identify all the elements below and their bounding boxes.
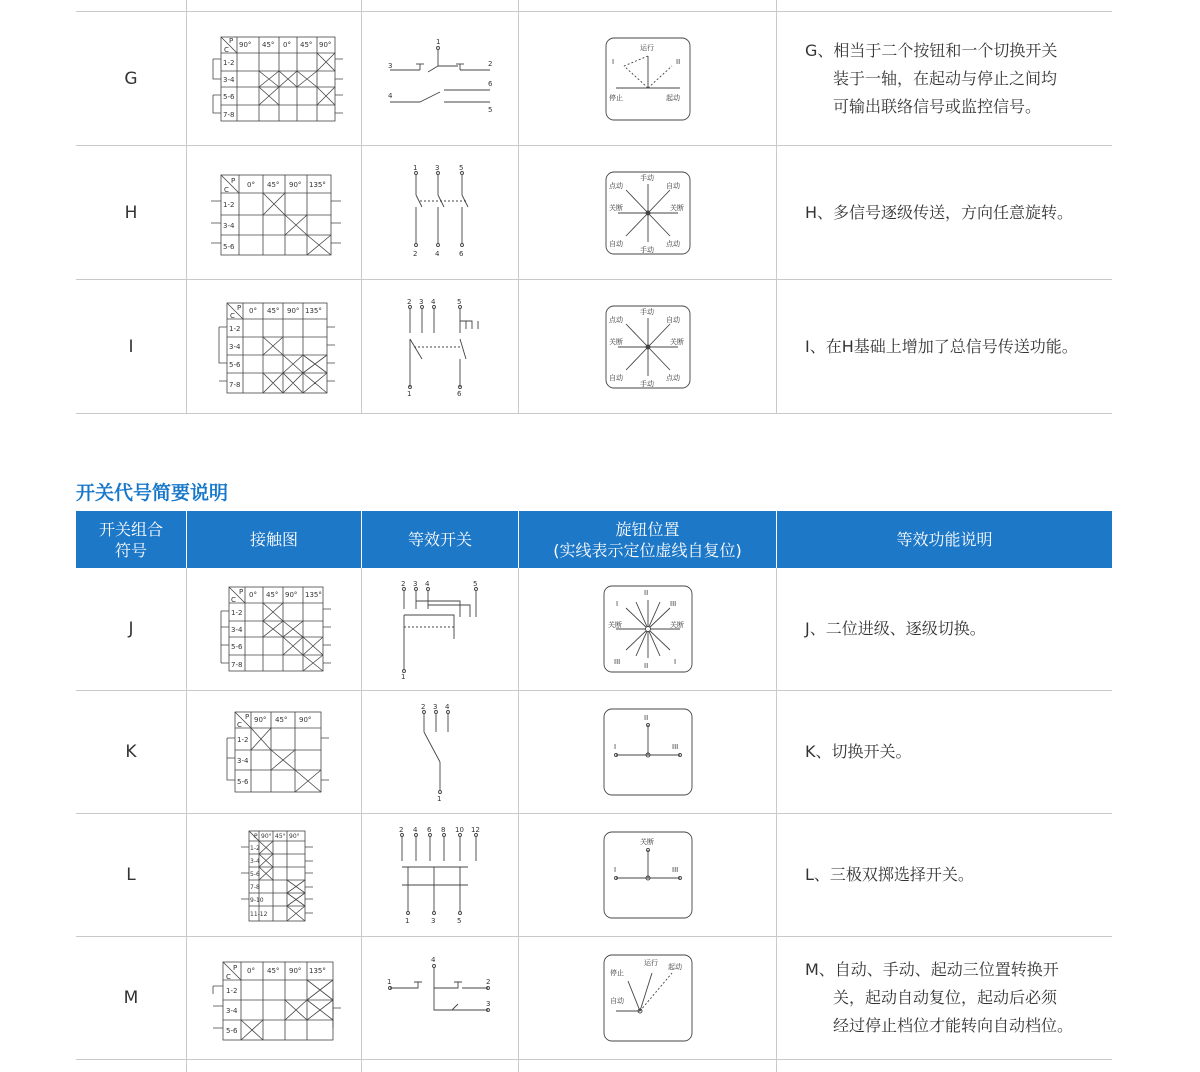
knob-position-cell	[519, 814, 777, 936]
equivalent-switch-j	[380, 579, 500, 679]
angle-label: 90°	[285, 591, 298, 599]
c-label: C	[237, 721, 242, 729]
terminal-label: 4	[413, 826, 418, 834]
terminal-label: 1	[405, 917, 410, 925]
terminal-label: 4	[388, 91, 393, 100]
function-description	[805, 37, 1057, 121]
symbol-cell	[76, 814, 187, 936]
knob-position-cell	[519, 280, 777, 413]
knob-label-jog: 点动	[608, 181, 623, 190]
knob-label-II: II	[643, 589, 648, 597]
row-label: 7-8	[250, 884, 260, 891]
terminal-label: 6	[488, 79, 493, 88]
row-label: 3-4	[223, 221, 235, 230]
terminal-label: 1	[436, 37, 441, 46]
angle-label: 45°	[266, 591, 279, 599]
knob-label-auto: 自动	[665, 181, 680, 190]
knob-diagram-i	[598, 302, 698, 392]
knob-label-stop: 停止	[608, 93, 623, 102]
contact-diagram-cell	[187, 280, 362, 413]
terminal-label: 2	[486, 978, 491, 986]
header-text: (实线表示定位虚线自复位)	[553, 540, 742, 560]
knob-label-off: 关断	[608, 203, 623, 212]
terminal-label: 3	[388, 61, 393, 70]
p-label: P	[233, 964, 238, 972]
angle-label: 90°	[289, 833, 300, 840]
angle-label: 90°	[289, 180, 302, 189]
angle-label: 90°	[289, 967, 302, 975]
terminal-label: 2	[399, 826, 404, 834]
knob-diagram-m	[598, 951, 698, 1045]
angle-label: 45°	[275, 716, 288, 724]
cell	[777, 0, 1112, 11]
knob-position-cell	[519, 12, 777, 145]
terminal-label: 1	[437, 795, 442, 802]
header-knob-position	[519, 511, 777, 568]
terminal-label: 4	[435, 249, 440, 258]
cell	[519, 1060, 777, 1072]
table-row-bottom-edge	[76, 1060, 1112, 1072]
p-label: P	[229, 36, 234, 45]
angle-label: 135°	[309, 967, 326, 975]
header-contact-diagram: 接触图	[187, 511, 362, 568]
row-label: 3-4	[231, 626, 243, 634]
terminal-label: 3	[419, 297, 424, 306]
angle-label: 135°	[309, 180, 326, 189]
knob-label-I: I	[613, 743, 616, 751]
symbol-label: M	[123, 988, 139, 1008]
knob-label-stop: 停止	[609, 969, 624, 977]
function-description-cell	[777, 280, 1112, 413]
p-label: P	[237, 303, 242, 312]
symbol-cell	[76, 691, 187, 813]
terminal-label: 6	[457, 389, 462, 397]
row-label: 1-2	[223, 58, 235, 67]
knob-label-run: 运行	[643, 959, 658, 967]
terminal-label: 2	[401, 580, 406, 588]
row-label: 5-6	[223, 92, 235, 101]
knob-diagram-j	[598, 582, 698, 676]
function-description-cell	[777, 691, 1112, 813]
header-symbol	[76, 511, 187, 568]
terminal-label: 1	[407, 389, 412, 397]
lower-table	[76, 568, 1112, 1072]
contact-diagram-k	[199, 702, 349, 802]
row-label: 1-2	[250, 845, 260, 852]
symbol-cell	[76, 568, 187, 690]
terminal-label: 3	[433, 703, 438, 711]
contact-diagram-l	[199, 825, 349, 925]
knob-label-III: III	[671, 743, 678, 751]
desc-line: G、相当于二个按钮和一个切换开关	[805, 40, 1058, 60]
table-row-m	[76, 937, 1112, 1060]
symbol-cell	[76, 280, 187, 413]
terminal-label: 12	[471, 826, 480, 834]
function-description: J、二位进级、逐级切换。	[805, 619, 986, 638]
angle-label: 90°	[319, 40, 332, 49]
row-label: 3-4	[250, 858, 260, 865]
table-row-k	[76, 691, 1112, 814]
angle-label: 90°	[239, 40, 252, 49]
knob-label-I: I	[615, 600, 618, 608]
terminal-label: 6	[427, 826, 432, 834]
function-description-cell	[777, 937, 1112, 1059]
knob-label-start: 起动	[667, 963, 682, 971]
knob-label-off: 关断	[639, 838, 654, 846]
function-description	[805, 956, 1073, 1040]
angle-label: 135°	[305, 591, 322, 599]
contact-diagram-m	[199, 948, 349, 1048]
knob-label-manual: 手动	[639, 173, 654, 182]
terminal-label: 3	[486, 1000, 491, 1008]
desc-line: 经过停止档位才能转向自动档位。	[833, 1016, 1074, 1035]
terminal-label: 4	[425, 580, 430, 588]
c-label: C	[224, 45, 229, 54]
knob-diagram-g	[598, 34, 698, 124]
upper-table	[76, 0, 1112, 414]
angle-label: 45°	[262, 40, 275, 49]
knob-position-cell	[519, 146, 777, 279]
symbol-label: K	[125, 742, 137, 762]
knob-label-I: I	[613, 866, 616, 874]
table-row-top-edge	[76, 0, 1112, 12]
row-label: 3-4	[226, 1007, 238, 1015]
terminal-label: 5	[457, 917, 462, 925]
terminal-label: 5	[488, 105, 493, 114]
contact-diagram-j	[199, 579, 349, 679]
angle-label: 0°	[247, 180, 255, 189]
equivalent-switch-cell	[362, 146, 519, 279]
terminal-label: 6	[459, 249, 464, 258]
knob-label-II: II	[643, 714, 648, 722]
knob-label-II: II	[643, 662, 648, 670]
header-text: 符号	[114, 540, 147, 560]
desc-line: 可输出联络信号或监控信号。	[833, 96, 1042, 116]
cell	[187, 1060, 362, 1072]
knob-label-manual: 手动	[639, 245, 654, 254]
knob-diagram-h	[598, 168, 698, 258]
terminal-label: 1	[413, 163, 418, 172]
terminal-label: 2	[407, 297, 412, 306]
knob-label-off: 关断	[669, 203, 684, 212]
equivalent-switch-k	[380, 702, 500, 802]
knob-label-auto: 自动	[609, 997, 624, 1005]
row-label: 3-4	[237, 757, 249, 765]
symbol-label: H	[124, 202, 138, 223]
p-label: P	[231, 176, 236, 185]
knob-label-auto: 自动	[608, 373, 623, 382]
row-label: 5-6	[250, 871, 260, 878]
cell	[362, 1060, 519, 1072]
terminal-label: 2	[413, 249, 418, 258]
equivalent-switch-i	[380, 297, 500, 397]
symbol-label: I	[128, 336, 134, 357]
desc-line: 关，起动自动复位，起动后必须	[833, 988, 1058, 1007]
contact-diagram-cell	[187, 146, 362, 279]
symbol-cell	[76, 937, 187, 1059]
desc-line: M、自动、手动、起动三位置转换开	[805, 960, 1059, 979]
knob-label-manual: 手动	[639, 307, 654, 316]
function-description-cell	[777, 814, 1112, 936]
terminal-label: 4	[431, 956, 436, 964]
angle-label: 135°	[305, 306, 322, 315]
angle-label: 0°	[247, 967, 255, 975]
p-label: P	[239, 588, 244, 596]
c-label: C	[231, 596, 236, 604]
terminal-label: 5	[473, 580, 478, 588]
header-function-description: 等效功能说明	[896, 530, 993, 549]
terminal-label: 3	[431, 917, 436, 925]
knob-label-off: 关断	[607, 621, 622, 629]
c-label: C	[230, 311, 235, 320]
contact-diagram-i	[199, 297, 349, 397]
header-equivalent-switch: 等效开关	[362, 511, 519, 568]
knob-label-I: I	[611, 57, 614, 66]
equivalent-switch-g	[380, 34, 500, 124]
row-label: 3-4	[223, 75, 235, 84]
knob-label-III: III	[671, 866, 678, 874]
equivalent-switch-cell	[362, 814, 519, 936]
symbol-label: L	[126, 865, 136, 885]
table-header	[76, 511, 1112, 568]
cell	[187, 0, 362, 11]
knob-position-cell	[519, 568, 777, 690]
row-label: 11-12	[250, 911, 268, 918]
angle-label: 45°	[267, 180, 280, 189]
terminal-label: 1	[401, 673, 406, 679]
angle-label: 45°	[275, 833, 286, 840]
terminal-label: 8	[441, 826, 446, 834]
knob-position-cell	[519, 937, 777, 1059]
terminal-label: 2	[488, 59, 493, 68]
table-row-l	[76, 814, 1112, 937]
contact-diagram-cell	[187, 691, 362, 813]
terminal-label: 4	[445, 703, 450, 711]
contact-diagram-cell	[187, 937, 362, 1059]
symbol-label: G	[124, 68, 138, 89]
angle-label: 45°	[267, 306, 280, 315]
angle-label: 45°	[267, 967, 280, 975]
table-row-g	[76, 12, 1112, 146]
symbol-cell	[76, 146, 187, 279]
knob-position-cell	[519, 691, 777, 813]
row-label: 7-8	[229, 380, 241, 389]
row-label: 1-2	[229, 324, 241, 333]
row-label: 5-6	[226, 1027, 238, 1035]
equivalent-switch-cell	[362, 568, 519, 690]
function-description-cell	[777, 568, 1112, 690]
knob-label-manual: 手动	[639, 379, 654, 388]
equivalent-switch-cell	[362, 12, 519, 145]
equivalent-switch-cell	[362, 280, 519, 413]
terminal-label: 5	[459, 163, 464, 172]
knob-label-jog: 点动	[608, 315, 623, 324]
table-row-h	[76, 146, 1112, 280]
knob-label-III: III	[613, 658, 620, 666]
knob-diagram-l	[598, 828, 698, 922]
knob-label-I: I	[673, 658, 676, 666]
terminal-label: 10	[455, 826, 464, 834]
knob-label-run: 运行	[639, 43, 654, 52]
row-label: 1-2	[223, 200, 235, 209]
row-label: 7-8	[231, 661, 243, 669]
terminal-label: 3	[413, 580, 418, 588]
function-description: L、三极双掷选择开关。	[805, 865, 974, 884]
terminal-label: 3	[435, 163, 440, 172]
equivalent-switch-cell	[362, 937, 519, 1059]
row-label: 5-6	[229, 360, 241, 369]
terminal-label: 4	[431, 297, 436, 306]
function-description: I、在H基础上增加了总信号传送功能。	[805, 336, 1078, 356]
cell	[76, 0, 187, 11]
knob-label-III: III	[669, 600, 676, 608]
terminal-label: 2	[421, 703, 426, 711]
section-title: 开关代号简要说明	[76, 482, 229, 504]
knob-label-jog: 点动	[665, 239, 680, 248]
table-row-j	[76, 568, 1112, 691]
knob-diagram-k	[598, 705, 698, 799]
knob-label-off: 关断	[608, 337, 623, 346]
row-label: 1-2	[237, 736, 249, 744]
equivalent-switch-h	[380, 163, 500, 263]
p-label: P	[254, 833, 258, 840]
function-description: H、多信号逐级传送，方向任意旋转。	[805, 202, 1074, 222]
function-description-cell	[777, 12, 1112, 145]
row-label: 5-6	[231, 643, 243, 651]
contact-diagram-g	[199, 29, 349, 129]
c-label: C	[224, 185, 229, 194]
cell	[777, 1060, 1112, 1072]
cell	[519, 0, 777, 11]
symbol-label: J	[128, 619, 134, 639]
angle-label: 45°	[300, 40, 313, 49]
angle-label: 90°	[254, 716, 267, 724]
equivalent-switch-cell	[362, 691, 519, 813]
angle-label: 90°	[261, 833, 272, 840]
row-label: 9-10	[250, 897, 264, 904]
angle-label: 0°	[283, 40, 291, 49]
row-label: 7-8	[223, 110, 235, 119]
cell	[76, 1060, 187, 1072]
terminal-label: 5	[457, 297, 462, 306]
header-text: 开关组合	[98, 519, 163, 539]
terminal-label: 1	[387, 978, 392, 986]
cell	[362, 0, 519, 11]
equivalent-switch-l	[380, 825, 500, 925]
row-label: 1-2	[231, 609, 243, 617]
knob-label-II: II	[675, 57, 680, 66]
contact-diagram-cell	[187, 568, 362, 690]
row-label: 5-6	[223, 242, 235, 251]
row-label: 1-2	[226, 987, 238, 995]
angle-label: 90°	[287, 306, 300, 315]
c-label: C	[226, 973, 231, 981]
header-text: 旋钮位置	[615, 519, 680, 539]
angle-label: 0°	[249, 591, 257, 599]
knob-label-start: 起动	[665, 93, 680, 102]
desc-line: 装于一轴，在起动与停止之间均	[833, 68, 1058, 88]
contact-diagram-h	[199, 163, 349, 263]
knob-label-off: 关断	[669, 337, 684, 346]
knob-label-off: 关断	[669, 621, 684, 629]
function-description-cell	[777, 146, 1112, 279]
knob-label-jog: 点动	[665, 373, 680, 382]
equivalent-switch-m	[380, 948, 500, 1048]
row-label: 5-6	[237, 778, 249, 786]
table-row-i	[76, 280, 1112, 414]
p-label: P	[245, 713, 250, 721]
angle-label: 90°	[299, 716, 312, 724]
symbol-cell	[76, 12, 187, 145]
contact-diagram-cell	[187, 814, 362, 936]
function-description: K、切换开关。	[805, 742, 912, 761]
angle-label: 0°	[249, 306, 257, 315]
contact-diagram-cell	[187, 12, 362, 145]
knob-label-auto: 自动	[665, 315, 680, 324]
row-label: 3-4	[229, 342, 241, 351]
knob-label-auto: 自动	[608, 239, 623, 248]
